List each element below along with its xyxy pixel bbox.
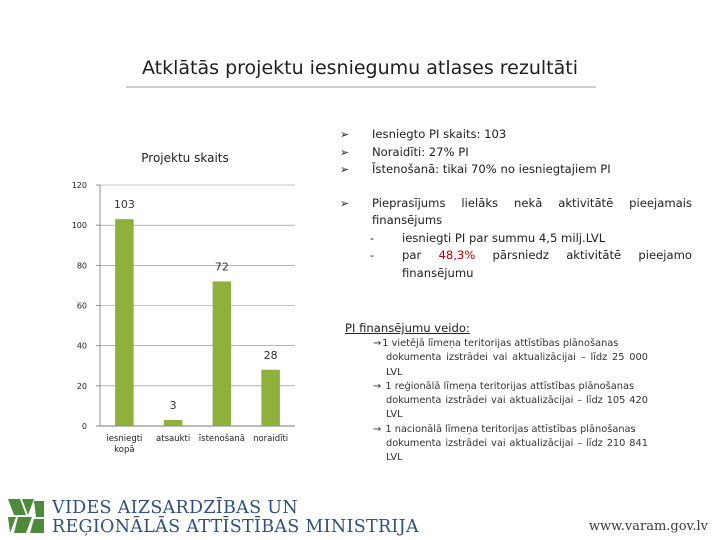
arrow-right-icon: →	[373, 380, 382, 392]
website-link[interactable]: www.varam.gov.lv	[588, 519, 708, 534]
bullet-demand	[340, 195, 692, 230]
bullet-demand-text: Pieprasījums lielāks nekā aktivitātē pieejamais finansējums	[372, 195, 692, 227]
ministry-name-line1: VIDES AIZSARDZĪBAS UN	[52, 498, 298, 518]
category-label: noraidīti	[253, 434, 289, 444]
ministry-name-line2: REĢIONĀLĀS ATTĪSTĪBAS MINISTRIJA	[52, 517, 419, 537]
bar	[261, 370, 280, 426]
financing-item	[373, 380, 648, 394]
arrow-bullet-icon: ➢	[340, 128, 350, 141]
arrow-right-icon: →	[373, 423, 382, 435]
chart-title: Projektu skaits	[141, 151, 229, 165]
sub-bullet-exceeds-post: pārsniedz aktivitātē pieejamo finansējumu	[402, 248, 692, 280]
ministry-name	[52, 499, 419, 537]
arrow-right-icon: →	[373, 338, 382, 349]
bullet-rejected-text: Noraidīti: 27% PI	[372, 144, 469, 159]
financing-item-rest: dokumenta izstrādei vai aktualizācijai – līdz 210 841 LVL	[386, 438, 648, 464]
y-tick-label: 120	[71, 181, 87, 190]
projects-bar-chart	[55, 140, 305, 470]
arrow-bullet-icon: ➢	[340, 196, 350, 210]
bar	[213, 281, 232, 426]
slide-title: Atklātās projektu iesniegumu atlases rezultāti	[142, 57, 578, 79]
bullet-submitted	[340, 126, 692, 144]
financing-heading: PI finansējumu veido:	[345, 321, 470, 335]
sub-bullet-exceeds	[340, 247, 692, 282]
y-tick-label: 0	[81, 422, 87, 431]
financing-item-rest: dokumenta izstrādei vai aktualizācijai – līdz 25 000 LVL	[386, 352, 648, 378]
financing-item-first: 1 vietējā līmeņa teritorijas attīstības plānošanas	[382, 338, 619, 349]
highlight-percentage: 48,3%	[438, 248, 476, 262]
data-label: 28	[263, 348, 278, 362]
financing-item-first: 1 reģionālā līmeņa teritorijas attīstības plānošanas	[385, 380, 635, 392]
sub-bullet-amount	[340, 230, 692, 248]
bullet-submitted-text: Iesniegto PI skaits: 103	[372, 127, 507, 141]
sub-bullet-amount-text: iesniegti PI par summu 4,5 milj.LVL	[402, 230, 606, 245]
financing-item-first: 1 nacionālā līmeņa teritorijas attīstības plānošanas	[385, 423, 636, 435]
bullet-implementation-text: Īstenošanā: tikai 70% no iesniegtajiem PI	[372, 162, 611, 176]
data-label: 72	[214, 260, 229, 274]
y-tick-label: 20	[76, 381, 87, 391]
y-tick-label: 100	[71, 221, 87, 231]
category-label: atsaukti	[156, 434, 191, 444]
dash-marker: -	[370, 248, 375, 262]
financing-item-rest: dokumenta izstrādei vai aktualizācijai – līdz 105 420 LVL	[386, 395, 648, 421]
category-label: iesniegti	[106, 434, 143, 444]
y-tick-label: 80	[76, 261, 87, 271]
dash-marker: -	[370, 230, 375, 245]
ministry-logo-icon	[6, 497, 46, 535]
financing-item	[373, 423, 648, 437]
y-tick-label: 60	[76, 301, 87, 311]
arrow-bullet-icon: ➢	[340, 163, 350, 176]
financing-list	[373, 337, 648, 466]
summary-bullets	[340, 126, 692, 282]
bar	[115, 219, 134, 426]
category-label: īstenošanā	[198, 434, 245, 444]
data-label: 103	[113, 198, 135, 212]
data-label: 3	[169, 398, 177, 412]
financing-item	[373, 337, 648, 351]
bullet-rejected	[340, 144, 692, 162]
bar	[164, 420, 183, 426]
sub-bullet-exceeds-pre: par	[402, 248, 422, 262]
category-label: kopā	[114, 445, 135, 455]
y-tick-label: 40	[76, 341, 87, 351]
title-divider	[126, 86, 596, 88]
arrow-bullet-icon: ➢	[340, 145, 350, 159]
bullet-implementation	[340, 161, 692, 179]
